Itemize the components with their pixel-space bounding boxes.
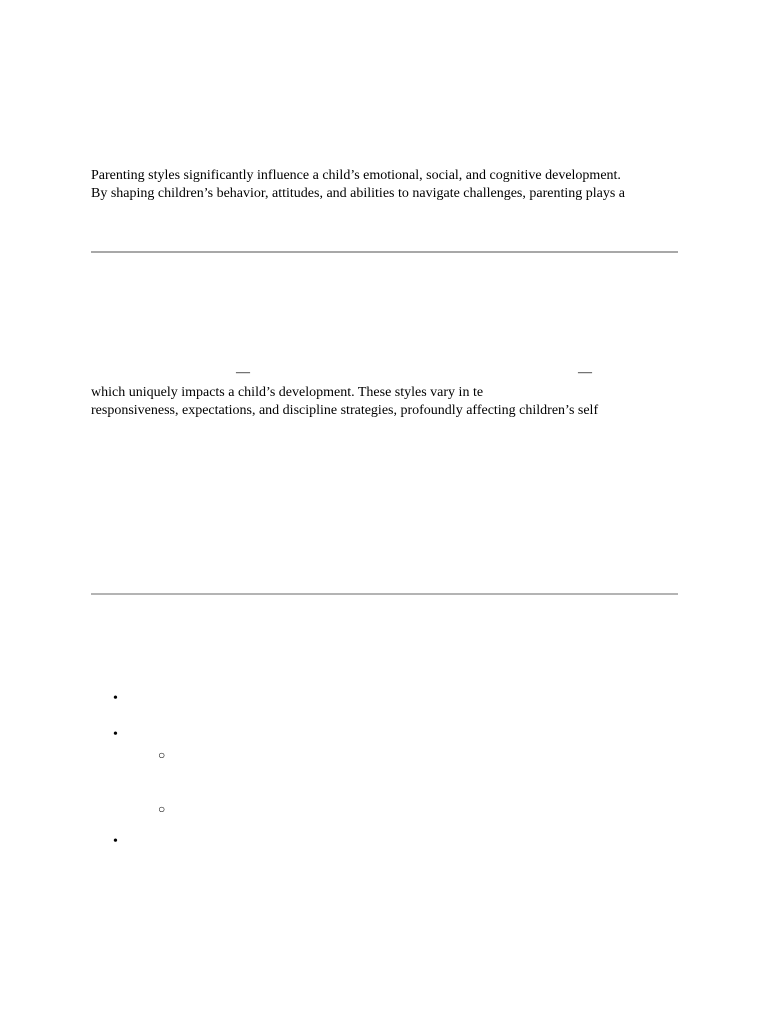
horizontal-divider bbox=[91, 251, 678, 253]
sub-list-item-bullet: ○ bbox=[158, 748, 166, 762]
list-item-bullet: • bbox=[113, 834, 118, 849]
sub-list-item-bullet: ○ bbox=[158, 802, 166, 816]
intro-paragraph-line-2: By shaping children’s behavior, attitudes, and abilities to navigate challenges, parenting plays a bbox=[91, 186, 626, 201]
list-item-bullet: • bbox=[113, 727, 118, 742]
intro-paragraph-line-1: Parenting styles significantly influence a child’s emotional, social, and cognitive development. bbox=[91, 168, 621, 183]
styles-paragraph-line-1: which uniquely impacts a child’s development. These styles vary in te bbox=[91, 385, 484, 400]
em-dash-right: — bbox=[578, 365, 592, 380]
horizontal-divider bbox=[91, 593, 678, 595]
list-item-bullet: • bbox=[113, 691, 118, 706]
em-dash-left: — bbox=[236, 365, 250, 380]
styles-paragraph-line-2: responsiveness, expectations, and discipline strategies, profoundly affecting children’s self bbox=[91, 403, 599, 418]
